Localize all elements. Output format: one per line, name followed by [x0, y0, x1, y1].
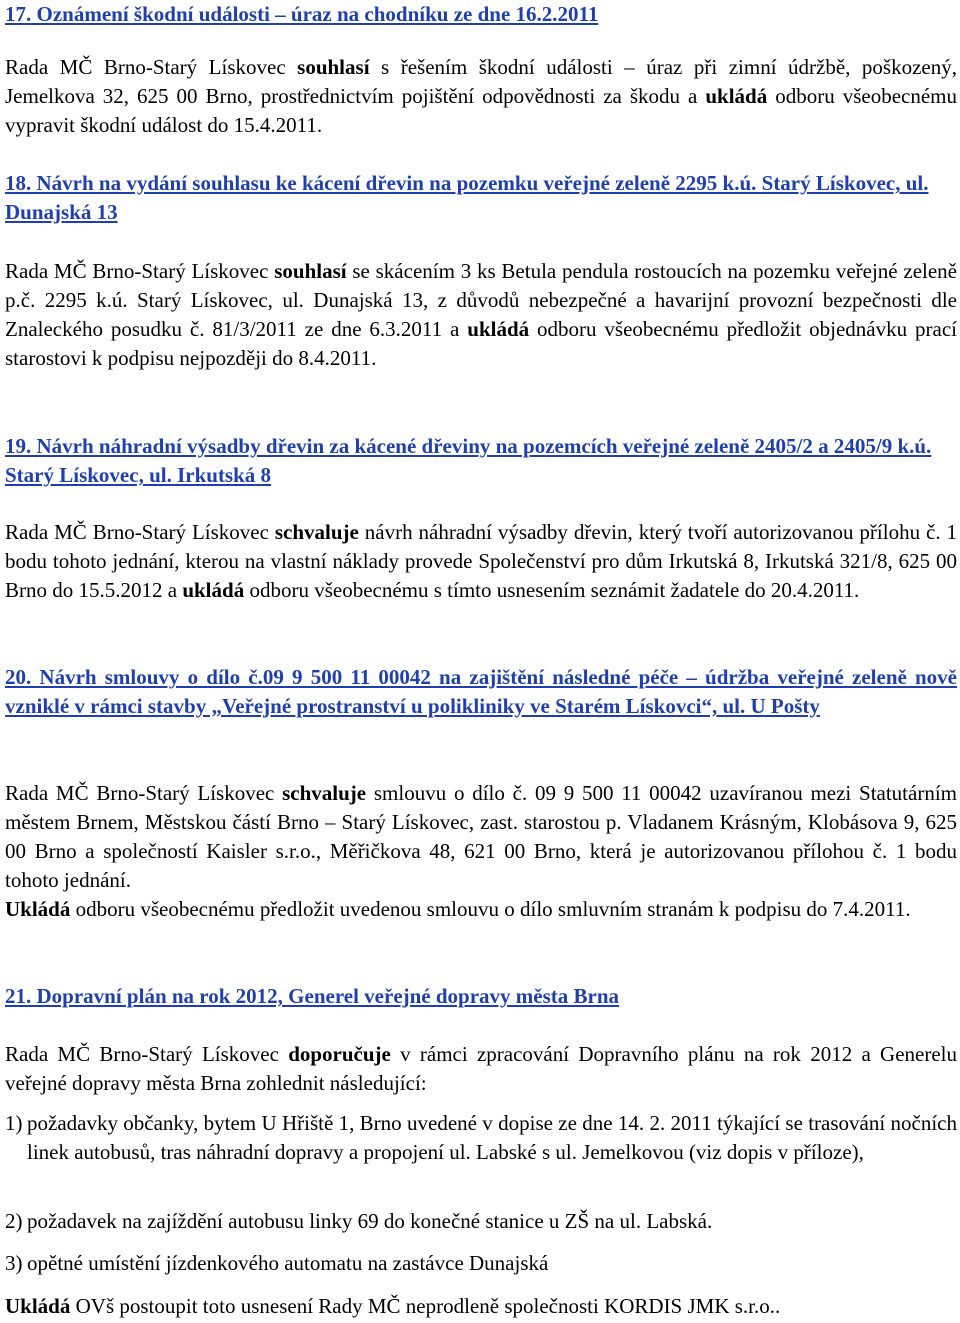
keyword-uklada: ukládá	[705, 84, 768, 108]
text: odboru všeobecnému s tímto usnesením seznámit žadatele do 20.4.2011.	[244, 578, 860, 602]
section-20-resolution	[5, 779, 957, 924]
text: odboru všeobecnému předložit objednávku prací starostovi k podpisu nejpozději do 8.4.2011.	[5, 317, 957, 370]
text: odboru všeobecnému vypravit škodní událost do 15.4.2011.	[5, 84, 957, 137]
keyword-souhlasi: souhlasí	[274, 259, 347, 283]
keyword-souhlasi: souhlasí	[297, 55, 370, 79]
text: návrh náhradní výsadby dřevin, který tvoří autorizovanou přílohu č. 1 bodu tohoto jednání, kterou na vlastní náklady provede Společenství pro dům Irkutská 8, Irkutská 321/8, 625 00 Brno do 15.5.2012 a	[5, 520, 958, 602]
section-19-resolution	[5, 518, 957, 605]
keyword-uklada: Ukládá	[5, 897, 71, 921]
section-17-heading: 17. Oznámení škodní události – úraz na chodníku ze dne 16.2.2011	[5, 2, 599, 26]
list-item-text: opětné umístění jízdenkového automatu na zastávce Dunajská	[27, 1251, 549, 1275]
text: Rada MČ Brno-Starý Lískovec	[5, 781, 283, 805]
list-item-number: 2)	[5, 1209, 23, 1233]
list-item-number: 1)	[5, 1111, 23, 1135]
keyword-schvaluje: schvaluje	[282, 781, 367, 805]
keyword-uklada: ukládá	[467, 317, 530, 341]
text: odboru všeobecnému předložit uvedenou smlouvu o dílo smluvním stranám k podpisu do 7.4.2011.	[70, 897, 911, 921]
keyword-schvaluje: schvaluje	[274, 520, 359, 544]
text: v rámci zpracování Dopravního plánu na rok 2012 a Generelu veřejné dopravy města Brna zohlednit následující:	[5, 1042, 957, 1095]
text: Rada MČ Brno-Starý Lískovec	[5, 55, 298, 79]
section-17-resolution	[5, 53, 957, 140]
text: Rada MČ Brno-Starý Lískovec	[5, 520, 275, 544]
section-18-heading: 18. Návrh na vydání souhlasu ke kácení dřevin na pozemku veřejné zeleně 2295 k.ú. Starý Lískovec, ul. Dunajská 13	[5, 171, 929, 224]
list-item-number: 3)	[5, 1251, 23, 1275]
keyword-doporucuje: doporučuje	[288, 1042, 391, 1066]
list-item-text: požadavek na zajíždění autobusu linky 69 do konečné stanice u ZŠ na ul. Labská.	[27, 1209, 713, 1233]
keyword-uklada: Ukládá	[5, 1294, 71, 1318]
keyword-uklada: ukládá	[182, 578, 245, 602]
text: smlouvu o dílo č. 09 9 500 11 00042 uzavíranou mezi Statutárním městem Brnem, Městskou částí Brno – Starý Lískovec, zast. starostou p. Vladanem Krásným, Klobásova 9, 625 00 Brno a společností Kaisler s.r.o., Měřičkova 48, 621 00 Brno, která je autorizovanou přílohou č. 1 bodu tohoto jednání.	[5, 781, 958, 892]
list-item	[5, 1207, 957, 1236]
section-18-resolution	[5, 257, 957, 373]
text: Rada MČ Brno-Starý Lískovec	[5, 259, 275, 283]
text: Rada MČ Brno-Starý Lískovec	[5, 1042, 289, 1066]
text: se skácením 3 ks Betula pendula rostoucích na pozemku veřejné zeleně p.č. 2295 k.ú. Starý Lískovec, ul. Dunajská 13, z důvodů nebezpečné a havarijní provozní bezpečnosti dle Znaleckého posudku č. 81/3/2011 ze dne 6.3.2011 a	[5, 259, 958, 341]
section-20-heading: 20. Návrh smlouvy o dílo č.09 9 500 11 00042 na zajištění následné péče – údržba veřejné zeleně nově vzniklé v rámci stavby „Veřejné prostranství u polikliniky ve Starém Lískovci“, ul. U Pošty	[5, 665, 957, 718]
list-item-text: požadavky občanky, bytem U Hřiště 1, Brno uvedené v dopise ze dne 14. 2. 2011 týkající se trasování nočních linek autobusů, tras náhradní dopravy a propojení ul. Labské s ul. Jemelkovou (viz dopis v příloze),	[27, 1111, 957, 1164]
section-19-heading: 19. Návrh náhradní výsadby dřevin za kácené dřeviny na pozemcích veřejné zeleně 2405/2 a 2405/9 k.ú. Starý Lískovec, ul. Irkutská 8	[5, 434, 932, 487]
text: s řešením škodní události – úraz při zimní údržbě, poškozený, Jemelkova 32, 625 00 Brno, prostřednictvím pojištění odpovědnosti za škodu a	[5, 55, 957, 108]
section-21-resolution	[5, 1040, 957, 1098]
list-item	[5, 1249, 957, 1278]
section-21-heading: 21. Dopravní plán na rok 2012, Generel veřejné dopravy města Brna	[5, 984, 620, 1008]
section-21-final	[5, 1292, 957, 1321]
list-item	[5, 1109, 957, 1167]
text: OVš postoupit toto usnesení Rady MČ neprodleně společnosti KORDIS JMK s.r.o..	[70, 1294, 781, 1318]
